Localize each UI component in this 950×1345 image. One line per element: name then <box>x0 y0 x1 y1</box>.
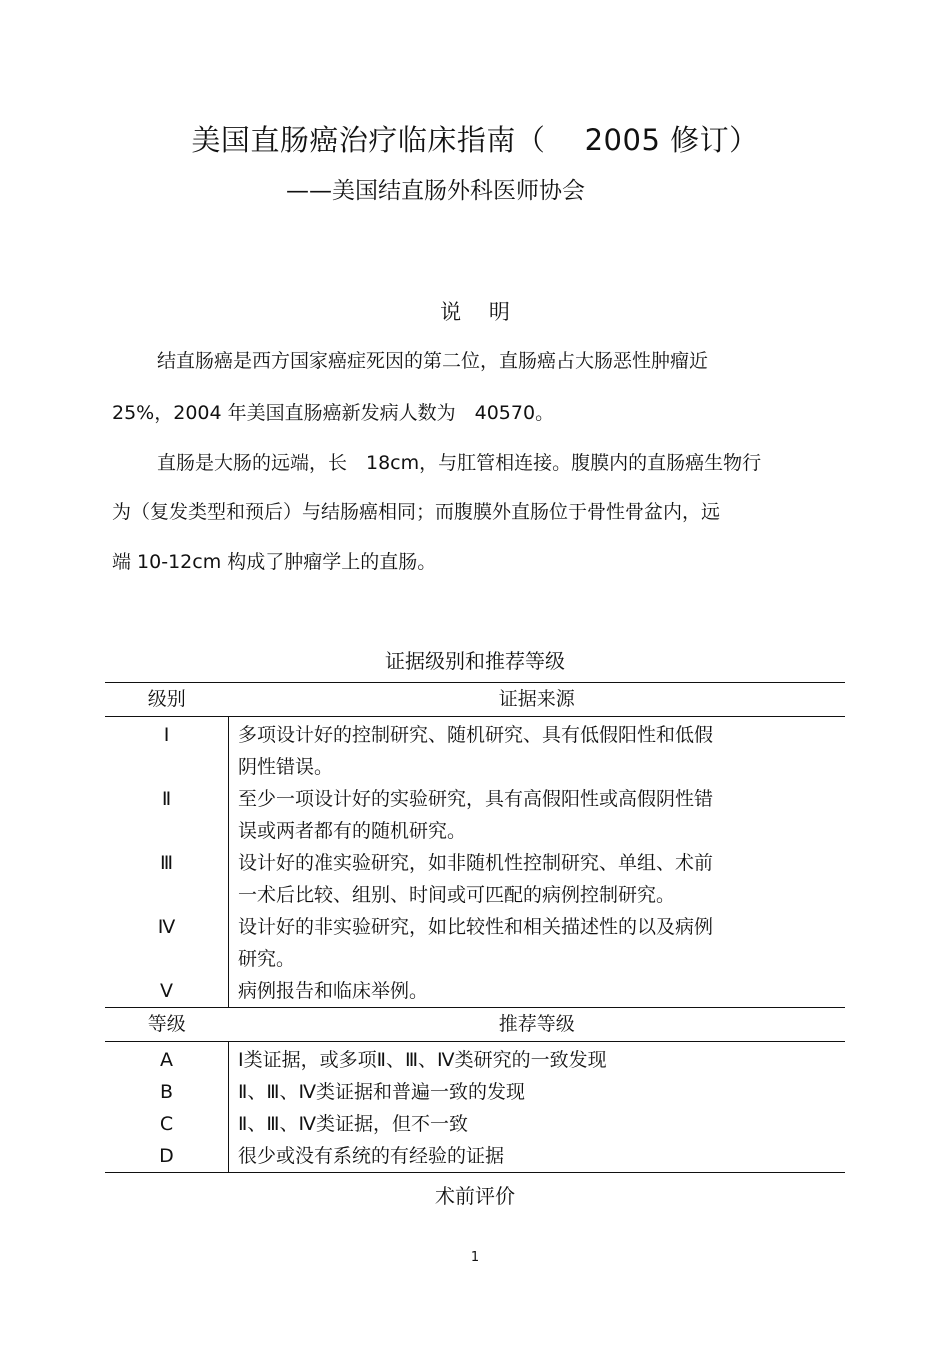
evidence-text-line: 至少一项设计好的实验研究，具有高假阳性或高假阴性错 <box>238 788 714 810</box>
evidence-text-line: 误或两者都有的随机研究。 <box>238 820 467 842</box>
evidence-text-line: 设计好的准实验研究，如非随机性控制研究、单组、术前 <box>238 852 714 874</box>
page-number: 1 <box>470 1250 480 1265</box>
recommendation-text: 很少或没有系统的有经验的证据 <box>238 1145 505 1167</box>
paragraph-line: 25%，2004 年美国直肠癌新发病人数为 40570。 <box>112 402 555 424</box>
evidence-text-line: 多项设计好的控制研究、随机研究、具有低假阳性和低假 <box>238 724 714 746</box>
evidence-row <box>105 847 845 911</box>
evidence-level: Ⅴ <box>105 975 229 1008</box>
recommendation-header-grade: 等级 <box>147 1013 186 1035</box>
table-title: 证据级别和推荐等级 <box>385 649 565 673</box>
paragraph-line: 为（复发类型和预后）与结肠癌相同；而腹膜外直肠位于骨性骨盆内，远 <box>112 501 721 523</box>
recommendation-row <box>105 1108 845 1140</box>
recommendation-grade: D <box>105 1140 229 1173</box>
evidence-level: Ⅱ <box>105 783 229 847</box>
next-section-heading: 术前评价 <box>435 1184 515 1208</box>
evidence-level: Ⅲ <box>105 847 229 911</box>
evidence-text-line: 一术后比较、组别、时间或可匹配的病例控制研究。 <box>238 884 676 906</box>
evidence-row <box>105 975 845 1008</box>
recommendation-grade: C <box>105 1108 229 1140</box>
paragraph-line: 端 10-12cm 构成了肿瘤学上的直肠。 <box>112 551 437 573</box>
evidence-header-source: 证据来源 <box>498 688 575 710</box>
section-heading: 说 明 <box>440 300 510 324</box>
recommendation-text: Ⅱ、Ⅲ、Ⅳ类证据，但不一致 <box>238 1113 468 1135</box>
evidence-row <box>105 783 845 847</box>
recommendation-grade: A <box>105 1042 229 1077</box>
evidence-header-row <box>105 683 845 717</box>
recommendation-text: Ⅰ类证据，或多项Ⅱ、Ⅲ、Ⅳ类研究的一致发现 <box>238 1049 607 1071</box>
paragraph-line: 结直肠癌是西方国家癌症死因的第二位，直肠癌占大肠恶性肿瘤近 <box>157 350 709 372</box>
evidence-header-level: 级别 <box>147 688 186 710</box>
recommendation-header-text: 推荐等级 <box>498 1013 575 1035</box>
evidence-row <box>105 717 845 784</box>
paragraph-line: 直肠是大肠的远端，长 18cm，与肛管相连接。腹膜内的直肠癌生物行 <box>157 452 762 474</box>
recommendation-header-row <box>105 1008 845 1042</box>
evidence-level: Ⅳ <box>105 911 229 975</box>
evidence-row <box>105 911 845 975</box>
recommendation-grade: B <box>105 1076 229 1108</box>
evidence-text-line: 阴性错误。 <box>238 756 334 778</box>
recommendation-row <box>105 1042 845 1077</box>
evidence-text-line: 研究。 <box>238 948 296 970</box>
document-subtitle: ——美国结直肠外科医师协会 <box>286 178 585 204</box>
evidence-text-line: 病例报告和临床举例。 <box>238 980 429 1002</box>
evidence-grade-table <box>105 682 845 1173</box>
evidence-level: Ⅰ <box>105 717 229 784</box>
evidence-text-line: 设计好的非实验研究，如比较性和相关描述性的以及病例 <box>238 916 714 938</box>
recommendation-row <box>105 1140 845 1173</box>
recommendation-text: Ⅱ、Ⅲ、Ⅳ类证据和普遍一致的发现 <box>238 1081 525 1103</box>
document-title: 美国直肠癌治疗临床指南（ 2005 修订） <box>191 123 759 157</box>
recommendation-row <box>105 1076 845 1108</box>
